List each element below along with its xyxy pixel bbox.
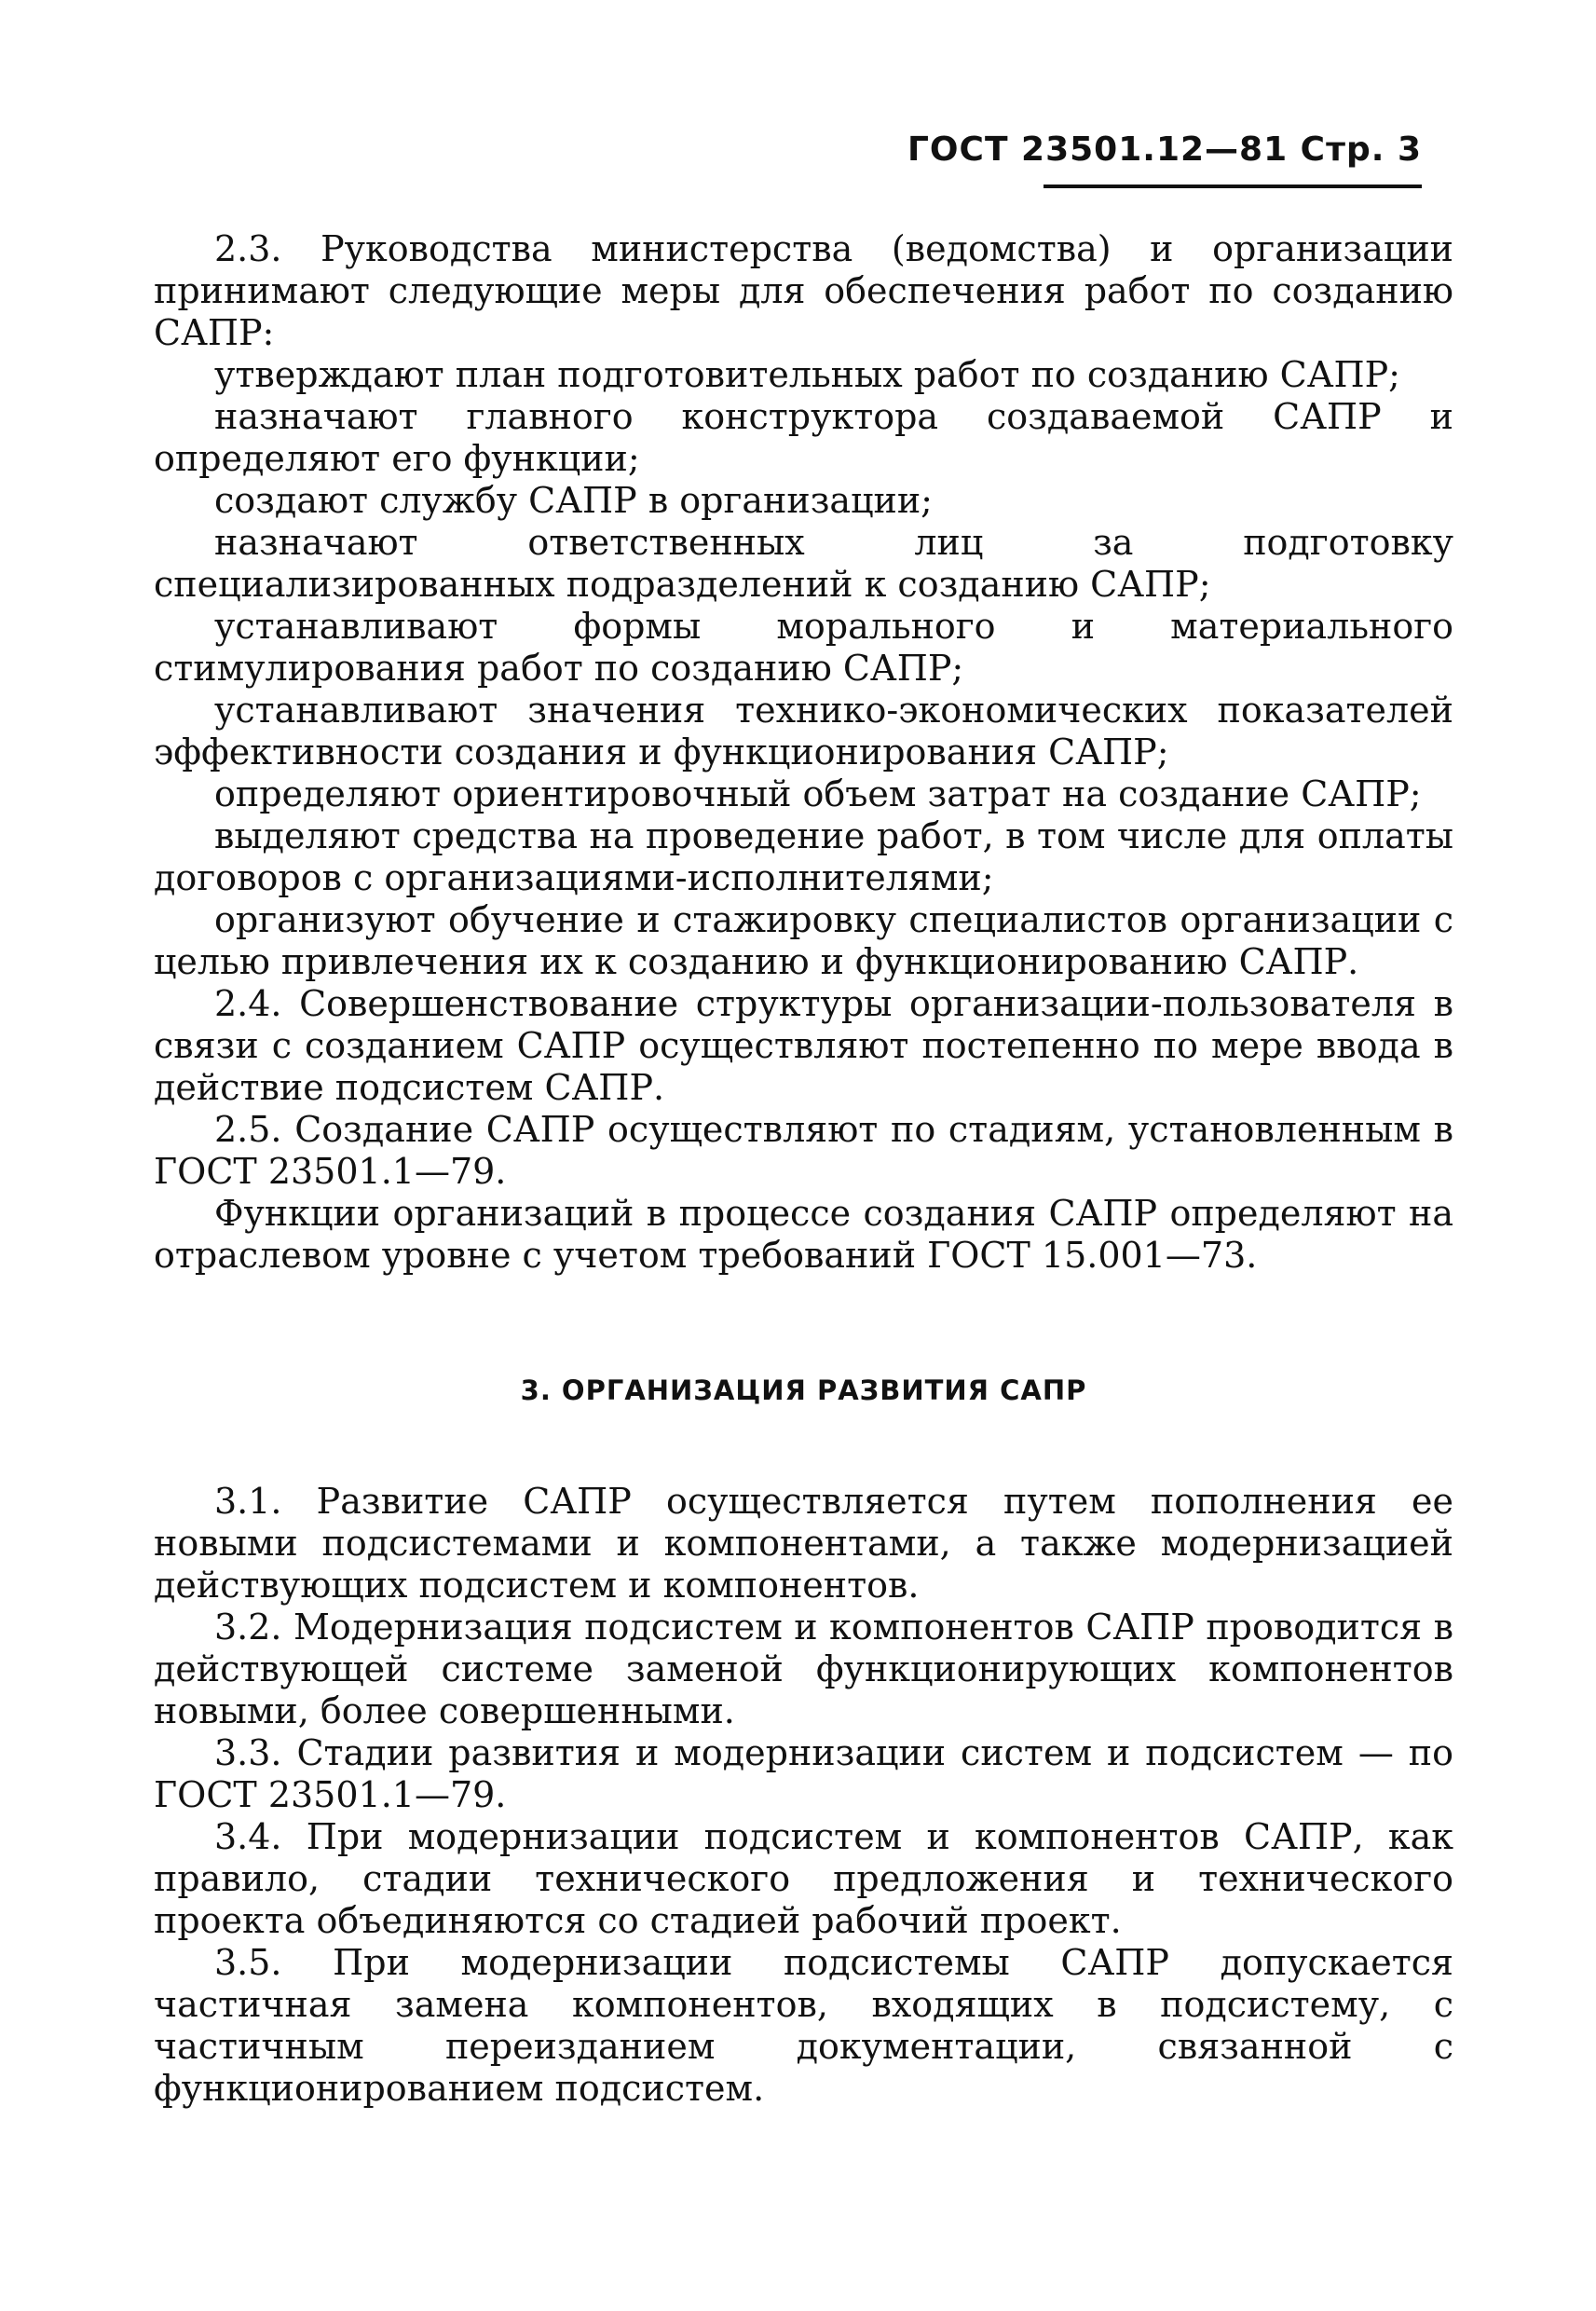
paragraph-3-1: 3.1. Развитие САПР осуществляется путем пополнения ее новыми подсистемами и компонентами, а также модернизацией действующих подсистем и компонентов. (154, 1481, 1453, 1606)
paragraph-3-3: 3.3. Стадии развития и модернизации систем и подсистем — по ГОСТ 23501.1—79. (154, 1732, 1453, 1815)
section-3-title: 3. ОРГАНИЗАЦИЯ РАЗВИТИЯ САПР (520, 1374, 1087, 1406)
header-divider (1044, 185, 1422, 188)
paragraph-2-4: 2.4. Совершенствование структуры организации-пользователя в связи с созданием САПР осуществляют постепенно по мере ввода в действие подсистем САПР. (154, 983, 1453, 1108)
paragraph-functions: Функции организаций в процессе создания САПР определяют на отраслевом уровне с учетом требований ГОСТ 15.001—73. (154, 1193, 1453, 1276)
list-item: устанавливают значения технико-экономических показателей эффективности создания и функционирования САПР; (154, 690, 1453, 773)
paragraph-2-5: 2.5. Создание САПР осуществляют по стадиям, установленным в ГОСТ 23501.1—79. (154, 1109, 1453, 1192)
list-item: устанавливают формы морального и материального стимулирования работ по созданию САПР; (154, 606, 1453, 689)
list-item: утверждают план подготовительных работ по созданию САПР; (214, 354, 1400, 395)
list-item: назначают главного конструктора создаваемой САПР и определяют его функции; (154, 396, 1453, 479)
page-header: ГОСТ 23501.12—81 Стр. 3 (907, 130, 1422, 169)
list-item: определяют ориентировочный объем затрат на создание САПР; (214, 773, 1422, 814)
document-body (154, 228, 1453, 2110)
list-item: выделяют средства на проведение работ, в том числе для оплаты договоров с организациями-исполнителями; (154, 815, 1453, 898)
paragraph-2-3: 2.3. Руководства министерства (ведомства) и организации принимают следующие меры для обеспечения работ по созданию САПР: (154, 228, 1453, 353)
list-item: организуют обучение и стажировку специалистов организации с целью привлечения их к созданию и функционированию САПР. (154, 899, 1453, 982)
paragraph-3-2: 3.2. Модернизация подсистем и компонентов САПР проводится в действующей системе заменой функционирующих компонентов новыми, более совершенными. (154, 1607, 1453, 1731)
list-item: назначают ответственных лиц за подготовку специализированных подразделений к созданию САПР; (154, 522, 1453, 605)
paragraph-3-4: 3.4. При модернизации подсистем и компонентов САПР, как правило, стадии технического предложения и технического проекта объединяются со стадией рабочий проект. (154, 1816, 1453, 1941)
paragraph-3-5: 3.5. При модернизации подсистемы САПР допускается частичная замена компонентов, входящих в подсистему, с частичным переизданием документации, связанной с функционированием подсистем. (154, 1942, 1453, 2109)
list-item: создают службу САПР в организации; (214, 480, 933, 521)
